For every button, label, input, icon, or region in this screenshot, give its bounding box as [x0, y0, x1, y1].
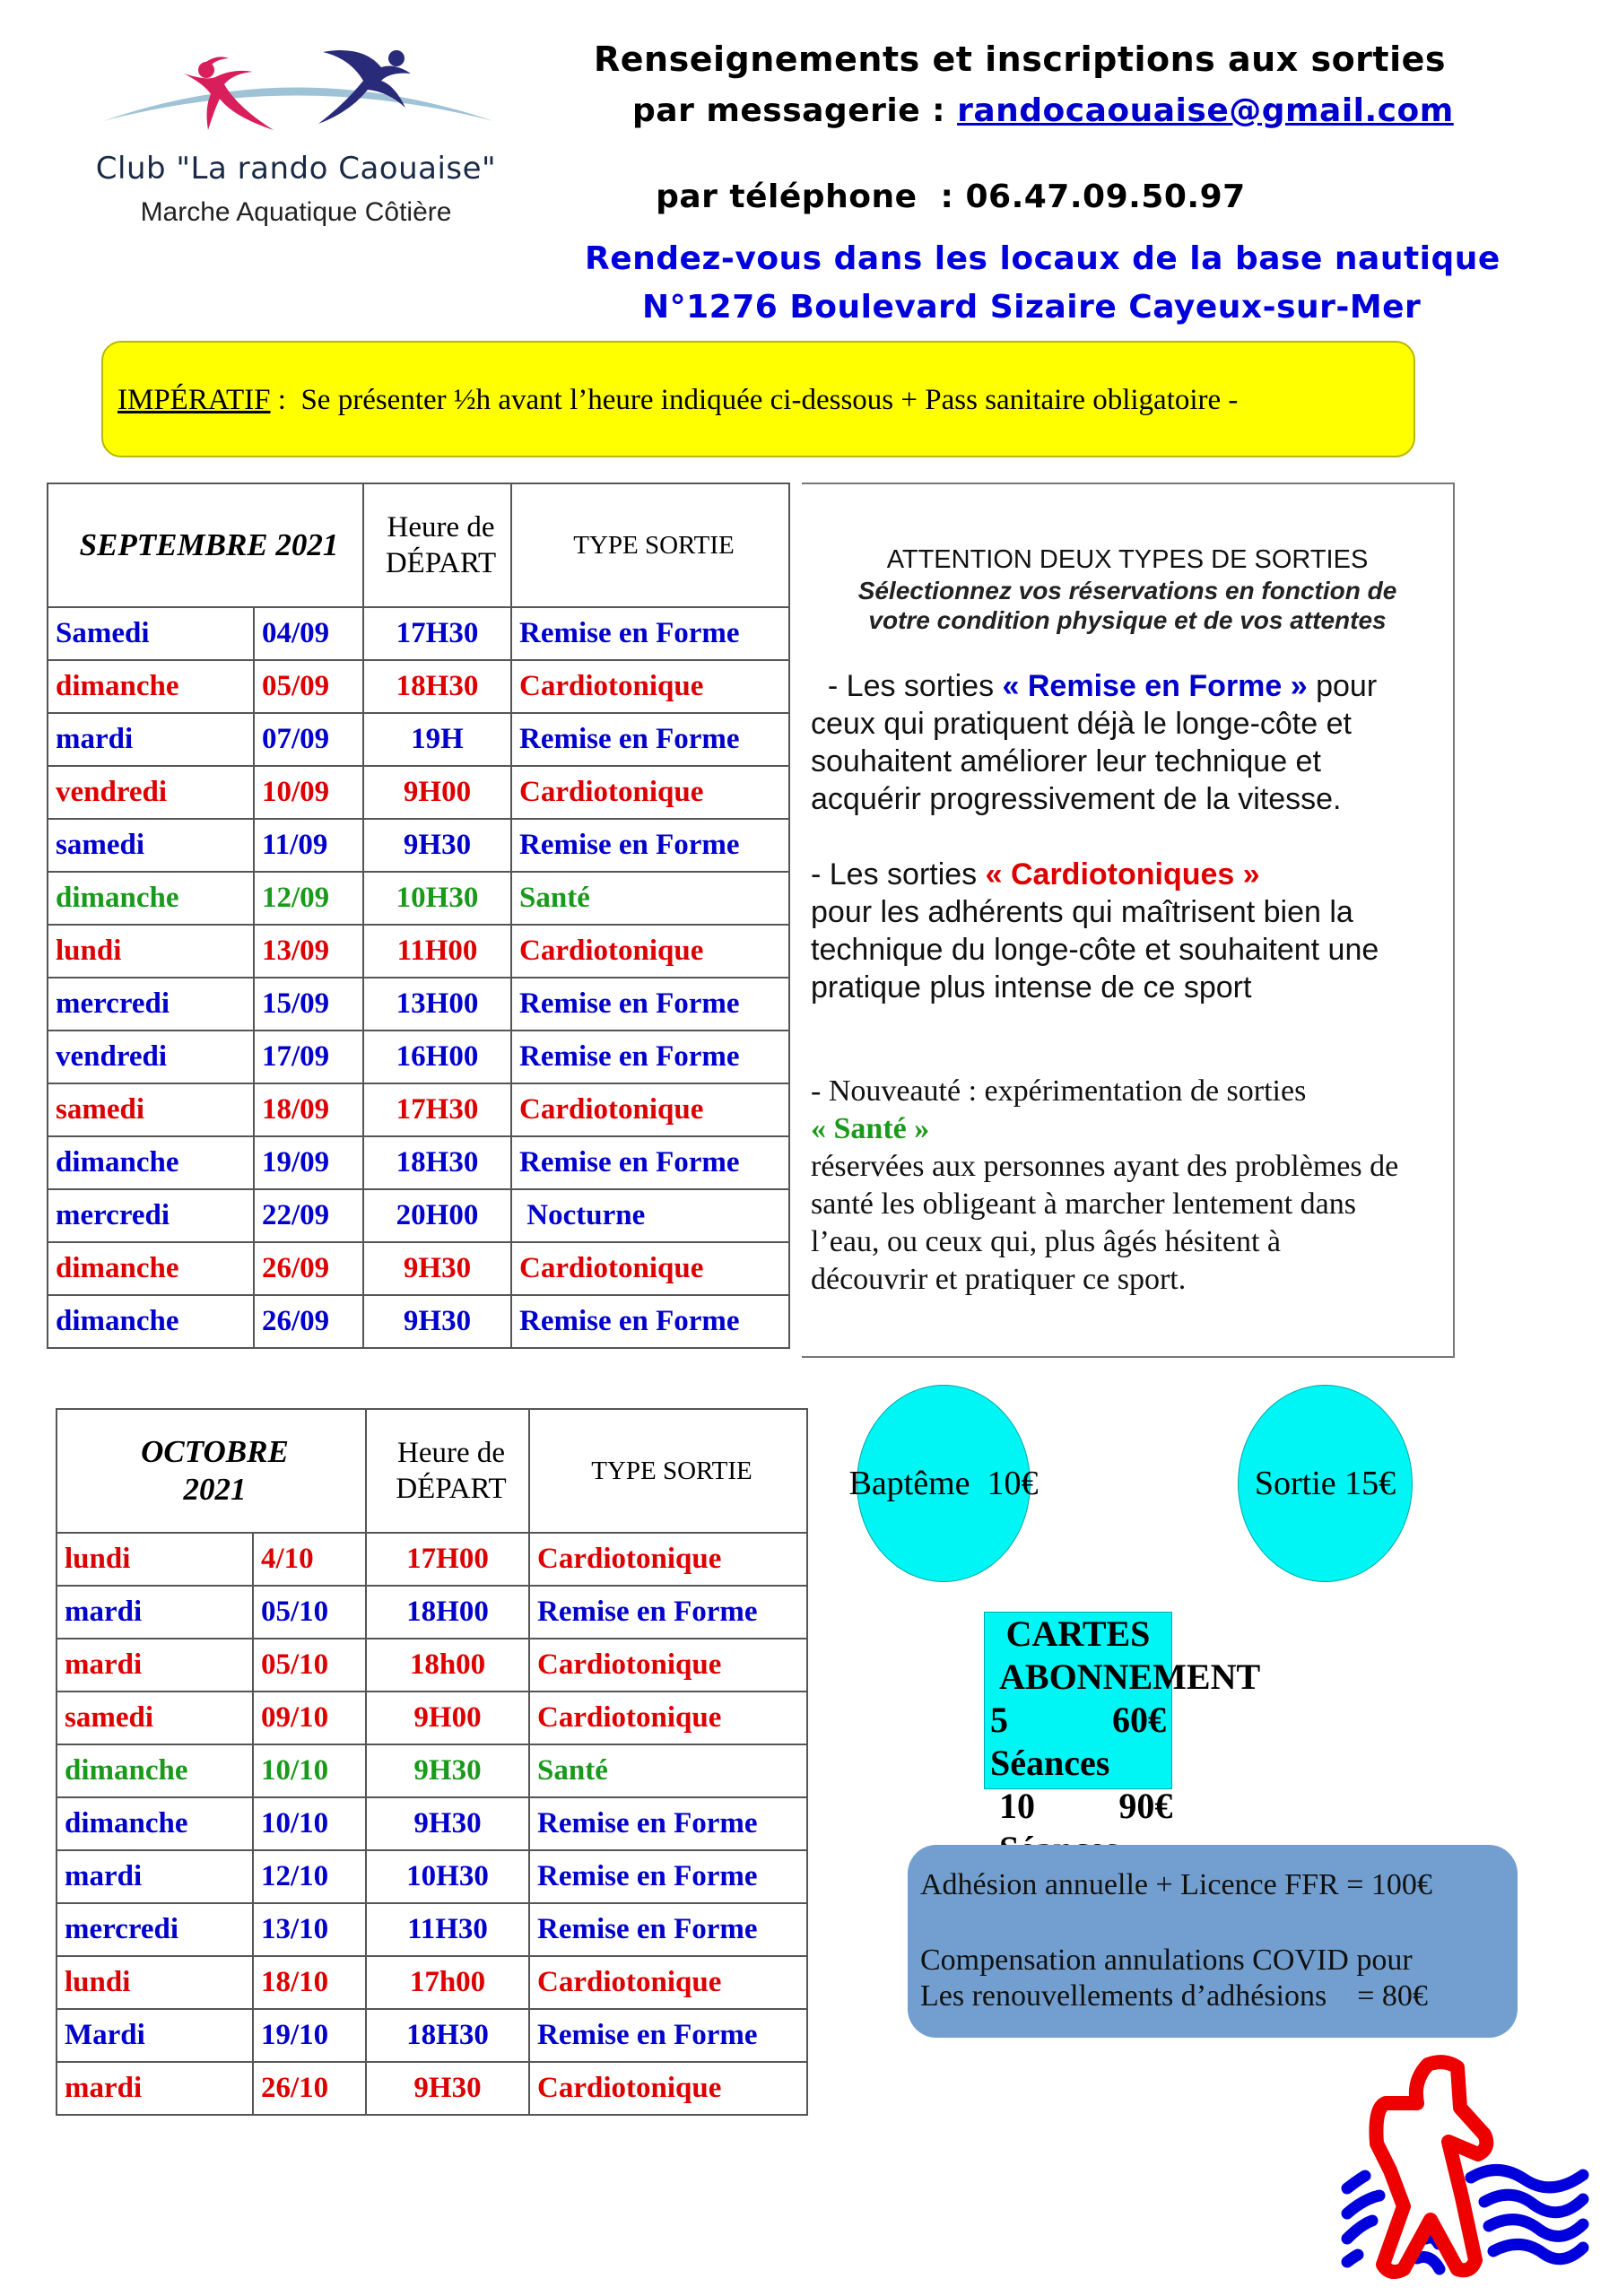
time-cell: 9H00	[366, 1692, 529, 1744]
attention-heading: ATTENTION DEUX TYPES DE SORTIES	[886, 545, 1369, 574]
date-cell: 10/09	[254, 766, 363, 819]
club-subtitle: Marche Aquatique Côtière	[140, 197, 452, 227]
phone-label: par téléphone	[656, 178, 918, 215]
table-row	[48, 1031, 789, 1083]
table-row	[57, 1586, 807, 1639]
time-cell: 11H00	[363, 925, 511, 978]
month-header: OCTOBRE 2021	[57, 1409, 366, 1533]
date-cell: 15/09	[254, 978, 363, 1031]
time-cell: 17h00	[366, 1956, 529, 2009]
type-column-header: TYPE SORTIE	[511, 483, 789, 607]
date-cell: 26/09	[254, 1242, 363, 1295]
day-cell: dimanche	[57, 1797, 253, 1850]
phone-line	[632, 142, 1246, 215]
type-cell: Nocturne	[511, 1189, 789, 1242]
day-cell: mardi	[57, 2062, 253, 2115]
date-cell: 04/09	[254, 607, 363, 660]
table-row	[48, 713, 789, 766]
remise-keyword: « Remise en Forme »	[1002, 669, 1308, 703]
day-cell: vendredi	[48, 1031, 254, 1083]
club-name: Club "La rando Caouaise"	[95, 151, 497, 187]
date-cell: 13/10	[253, 1903, 366, 1956]
date-cell: 17/09	[254, 1031, 363, 1083]
day-cell: mardi	[57, 1586, 253, 1639]
day-cell: lundi	[48, 925, 254, 978]
type-cell: Remise en Forme	[511, 978, 789, 1031]
day-cell: dimanche	[48, 660, 254, 713]
day-cell: mardi	[57, 1850, 253, 1903]
table-row	[57, 1850, 807, 1903]
type-cell: Remise en Forme	[511, 607, 789, 660]
type-cell: Remise en Forme	[511, 819, 789, 872]
table-row	[57, 1797, 807, 1850]
time-cell: 10H30	[366, 1850, 529, 1903]
day-cell: mercredi	[57, 1903, 253, 1956]
selection-advice: Sélectionnez vos réservations en fonction de votre condition physique et de vos attentes	[857, 577, 1397, 634]
time-cell: 20H00	[363, 1189, 511, 1242]
type-cell: Remise en Forme	[529, 1586, 807, 1639]
card-row: 10 90€	[999, 1786, 1173, 1826]
date-cell: 10/10	[253, 1797, 366, 1850]
time-cell: 13H00	[363, 978, 511, 1031]
day-cell: dimanche	[48, 1295, 254, 1348]
time-cell: 19H	[363, 713, 511, 766]
email-separator: :	[920, 92, 958, 129]
day-cell: samedi	[48, 1083, 254, 1136]
remise-description: - Les sorties « Remise en Forme » pour ceux qui pratiquent déjà le longe-côte et souhaitent améliorer leur technique et acquérir progressivement de la vitesse.	[811, 669, 1378, 816]
card-row: 5 Séances 60€	[990, 1700, 1166, 1783]
club-logo	[54, 18, 538, 233]
table-row	[48, 872, 789, 925]
time-cell: 11H30	[366, 1903, 529, 1956]
time-cell: 17H00	[366, 1533, 529, 1586]
meeting-line-1: Rendez-vous dans les locaux de la base nautique	[585, 240, 1501, 277]
notice-text: : Se présenter ½h avant l’heure indiquée ci-dessous + Pass sanitaire obligatoire -	[270, 384, 1239, 416]
date-cell: 22/09	[254, 1189, 363, 1242]
date-cell: 07/09	[254, 713, 363, 766]
type-cell: Cardiotonique	[511, 1083, 789, 1136]
date-cell: 19/09	[254, 1136, 363, 1189]
contact-heading: Renseignements et inscriptions aux sorties	[594, 39, 1446, 79]
type-cell: Remise en Forme	[511, 1295, 789, 1348]
day-cell: mardi	[57, 1639, 253, 1692]
time-cell: 16H00	[363, 1031, 511, 1083]
table-row	[57, 2062, 807, 2115]
date-cell: 18/09	[254, 1083, 363, 1136]
date-cell: 12/09	[254, 872, 363, 925]
october-schedule-table	[56, 1408, 808, 2116]
email-label: par messagerie	[632, 92, 921, 129]
cardio-description: - Les sorties « Cardiotoniques » pour les adhérents qui maîtrisent bien la technique du longe-côte et souhaitent une pratique plus intense de ce sport	[811, 857, 1379, 1004]
table-row	[48, 660, 789, 713]
type-column-header: TYPE SORTIE	[529, 1409, 807, 1533]
day-cell: lundi	[57, 1956, 253, 2009]
type-cell: Cardiotonique	[529, 1639, 807, 1692]
type-cell: Santé	[511, 872, 789, 925]
time-cell: 9H30	[366, 1744, 529, 1797]
meeting-address: N°1276 Boulevard Sizaire Cayeux-sur-Mer	[642, 289, 1422, 326]
table-row	[48, 925, 789, 978]
type-cell: Cardiotonique	[529, 1956, 807, 2009]
table-row	[48, 1136, 789, 1189]
renewal-line: Les renouvellements d’adhésions = 80€	[920, 1979, 1428, 2013]
date-cell: 05/09	[254, 660, 363, 713]
table-row	[57, 1744, 807, 1797]
time-cell: 18h00	[366, 1639, 529, 1692]
date-cell: 11/09	[254, 819, 363, 872]
cardio-keyword: « Cardiotoniques »	[985, 857, 1260, 891]
time-cell: 9H30	[363, 1242, 511, 1295]
day-cell: mardi	[48, 713, 254, 766]
table-row	[57, 1903, 807, 1956]
day-cell: samedi	[57, 1692, 253, 1744]
table-header-row	[48, 483, 789, 607]
time-cell: 18H30	[366, 2009, 529, 2062]
phone-number: 06.47.09.50.97	[965, 178, 1246, 215]
type-cell: Remise en Forme	[511, 1031, 789, 1083]
table-row	[48, 1295, 789, 1348]
cards-title: CARTES	[1005, 1613, 1151, 1654]
water-walker-logo-icon	[1327, 2045, 1618, 2296]
date-cell: 05/10	[253, 1639, 366, 1692]
day-cell: mercredi	[48, 1189, 254, 1242]
table-row	[48, 819, 789, 872]
time-cell: 9H30	[363, 1295, 511, 1348]
time-cell: 9H00	[363, 766, 511, 819]
covid-compensation-line: Compensation annulations COVID pour	[920, 1944, 1413, 1977]
table-row	[48, 978, 789, 1031]
date-cell: 26/10	[253, 2062, 366, 2115]
month-header: SEPTEMBRE 2021	[48, 483, 363, 607]
email-link[interactable]: randocaouaise@gmail.com	[957, 92, 1454, 129]
outing-types-info	[802, 483, 1455, 1358]
imperative-notice	[101, 341, 1415, 457]
time-cell: 18H30	[363, 660, 511, 713]
day-cell: samedi	[48, 819, 254, 872]
table-row	[48, 1083, 789, 1136]
day-cell: dimanche	[48, 1242, 254, 1295]
type-cell: Remise en Forme	[529, 1850, 807, 1903]
type-cell: Santé	[529, 1744, 807, 1797]
type-cell: Remise en Forme	[529, 1903, 807, 1956]
table-row	[57, 2009, 807, 2062]
table-row	[48, 1242, 789, 1295]
notice-label: IMPÉRATIF	[117, 384, 271, 416]
day-cell: mercredi	[48, 978, 254, 1031]
table-row	[48, 607, 789, 660]
table-row	[57, 1533, 807, 1586]
date-cell: 12/10	[253, 1850, 366, 1903]
type-cell: Cardiotonique	[511, 925, 789, 978]
day-cell: lundi	[57, 1533, 253, 1586]
day-cell: Mardi	[57, 2009, 253, 2062]
type-cell: Remise en Forme	[511, 1136, 789, 1189]
time-column-header: Heure de DÉPART	[366, 1409, 529, 1533]
type-cell: Remise en Forme	[529, 2009, 807, 2062]
table-row	[57, 1956, 807, 2009]
type-cell: Cardiotonique	[511, 1242, 789, 1295]
type-cell: Remise en Forme	[511, 713, 789, 766]
time-cell: 17H30	[363, 607, 511, 660]
cards-subtitle: ABONNEMENT	[999, 1657, 1261, 1697]
table-row	[57, 1639, 807, 1692]
september-schedule-table	[47, 483, 790, 1349]
type-cell: Cardiotonique	[511, 766, 789, 819]
type-cell: Cardiotonique	[529, 2062, 807, 2115]
email-line	[632, 92, 1454, 129]
bapteme-price: Baptême 10€	[857, 1385, 1031, 1582]
date-cell: 10/10	[253, 1744, 366, 1797]
time-cell: 10H30	[363, 872, 511, 925]
table-row	[48, 766, 789, 819]
date-cell: 19/10	[253, 2009, 366, 2062]
date-cell: 05/10	[253, 1586, 366, 1639]
date-cell: 09/10	[253, 1692, 366, 1744]
subscription-cards	[984, 1612, 1261, 1826]
type-cell: Cardiotonique	[529, 1692, 807, 1744]
time-cell: 9H30	[366, 1797, 529, 1850]
table-header-row	[57, 1409, 807, 1533]
day-cell: Samedi	[48, 607, 254, 660]
day-cell: dimanche	[57, 1744, 253, 1797]
time-column-header: Heure de DÉPART	[363, 483, 511, 607]
runners-logo-icon	[54, 18, 538, 152]
day-cell: dimanche	[48, 1136, 254, 1189]
date-cell: 13/09	[254, 925, 363, 978]
time-cell: 18H30	[363, 1136, 511, 1189]
time-cell: 9H30	[366, 2062, 529, 2115]
phone-separator: :	[917, 178, 966, 215]
date-cell: 4/10	[253, 1533, 366, 1586]
day-cell: dimanche	[48, 872, 254, 925]
time-cell: 18H00	[366, 1586, 529, 1639]
date-cell: 26/09	[254, 1295, 363, 1348]
time-cell: 17H30	[363, 1083, 511, 1136]
time-cell: 9H30	[363, 819, 511, 872]
type-cell: Remise en Forme	[529, 1797, 807, 1850]
sante-keyword: « Santé »	[811, 1112, 930, 1145]
table-row	[57, 1692, 807, 1744]
date-cell: 18/10	[253, 1956, 366, 2009]
membership-fees	[908, 1845, 1518, 2038]
sortie-price: Sortie 15€	[1238, 1385, 1413, 1582]
adhesion-line: Adhésion annuelle + Licence FFR = 100€	[920, 1868, 1432, 1901]
type-cell: Cardiotonique	[529, 1533, 807, 1586]
day-cell: vendredi	[48, 766, 254, 819]
type-cell: Cardiotonique	[511, 660, 789, 713]
sante-description: - Nouveauté : expérimentation de sorties « Santé » réservées aux personnes ayant des problèmes de santé les obligeant à marcher lentement dans l’eau, ou ceux qui, plus âgés hésitent à découvrir et pratiquer ce sport.	[811, 1074, 1399, 1296]
table-row	[48, 1189, 789, 1242]
